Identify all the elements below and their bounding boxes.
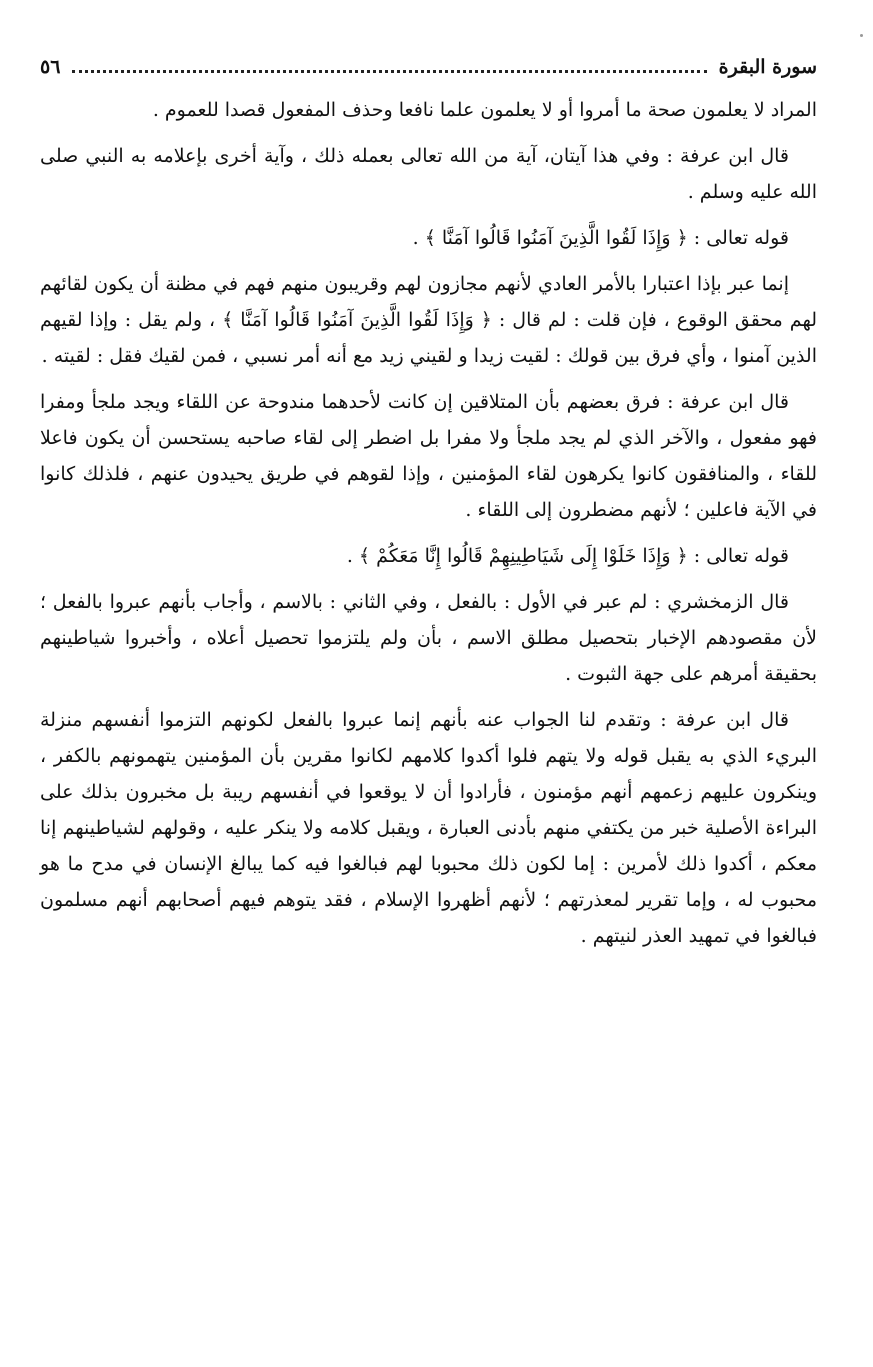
paragraph-4: قال ابن عرفة : فرق بعضهم بأن المتلاقين إن كانت لأحدهما مندوحة عن اللقاء ويجد ملجأ ومفرا فهو مفعول ، والآخر الذي لم يجد ملجأ ولا مفرا بل اضطر إلى لقاء صاحبه يستحسن أن يكون فاعلا للقاء ، والمنافقون كانوا يكرهون لقاء المؤمنين ، وإذا لقوهم في طريق يحيدون عنهم ، فلذلك كانوا في الآية فاعلين ؛ لأنهم مضطرون إلى اللقاء . bbox=[40, 391, 817, 521]
page-number: ٥٦ bbox=[40, 56, 61, 78]
verse-heading-1: قوله تعالى : ﴿ وَإِذَا لَقُوا الَّذِينَ آمَنُوا قَالُوا آمَنَّا ﴾ . bbox=[412, 227, 789, 249]
paragraph-6: قال ابن عرفة : وتقدم لنا الجواب عنه بأنهم إنما عبروا بالفعل لكونهم التزموا أنفسهم منزلة البريء الذي به يقبل قوله ولا يتهم فلوا أكدوا كلامهم لكانوا مقرين بأن المؤمنين يتهمونهم بالكفر ، وينكرون عليهم زعمهم أنهم مؤمنون ، فأرادوا أن لا يوقعوا في أنفسهم ريبة بل مخبرون بذلك على البراءة الأصلية خبر من يكتفي منهم بأدنى العبارة ، ويقبل كلامه ولا ينكر عليه ، وقولهم لشياطينهم إنا معكم ، أكدوا ذلك لأمرين : إما لكون ذلك محبوبا لهم فبالغوا فيه كما يبالغ الإنسان في مدح ما هو محبوب له ، وإما تقرير لمعذرتهم ؛ لأنهم أظهروا الإسلام ، فقد يتوهم فيهم أصحابهم أنهم مسلمون فبالغوا في تمهيد العذر لنيتهم . bbox=[40, 709, 817, 947]
running-title: سورة البقرة bbox=[718, 56, 817, 78]
paragraph-1: المراد لا يعلمون صحة ما أمروا أو لا يعلمون علما نافعا وحذف المفعول قصدا للعموم . bbox=[152, 99, 817, 121]
page-body bbox=[40, 92, 817, 964]
paragraph-5: قال الزمخشري : لم عبر في الأول : بالفعل ، وفي الثاني : بالاسم ، وأجاب بأنهم عبروا بالفعل ؛ لأن مقصودهم الإخبار بتحصيل مطلق الاسم ، بأن ولم يلتزموا تحصيل أعلاه ، وأخبروا شياطينهم بحقيقة أمرهم على جهة الثبوت . bbox=[40, 591, 817, 685]
page-header bbox=[40, 52, 817, 82]
scan-speck bbox=[860, 34, 863, 37]
dotted-leader bbox=[72, 70, 706, 73]
paragraph-2: قال ابن عرفة : وفي هذا آيتان، آية من الله تعالى بعمله ذلك ، وآية أخرى بإعلامه به النبي صلى الله عليه وسلم . bbox=[40, 145, 817, 203]
verse-heading-2: قوله تعالى : ﴿ وَإِذَا خَلَوْا إِلَى شَيَاطِينِهِمْ قَالُوا إِنَّا مَعَكُمْ ﴾ . bbox=[346, 545, 789, 567]
paragraph-3: إنما عبر بإذا اعتبارا بالأمر العادي لأنهم مجازون لهم وقريبون منهم فهم في مظنة أن يكون لقائهم لهم محقق الوقوع ، فإن قلت : لم قال : ﴿ وَإِذَا لَقُوا الَّذِينَ آمَنُوا قَالُوا آمَنَّا ﴾ ، ولم يقل : وإذا لقيهم الذين آمنوا ، وأي فرق بين قولك : لقيت زيدا و لقيني زيد مع أنه أمر نسبي ، فمن لقيك فقل : لقيته . bbox=[40, 273, 817, 367]
